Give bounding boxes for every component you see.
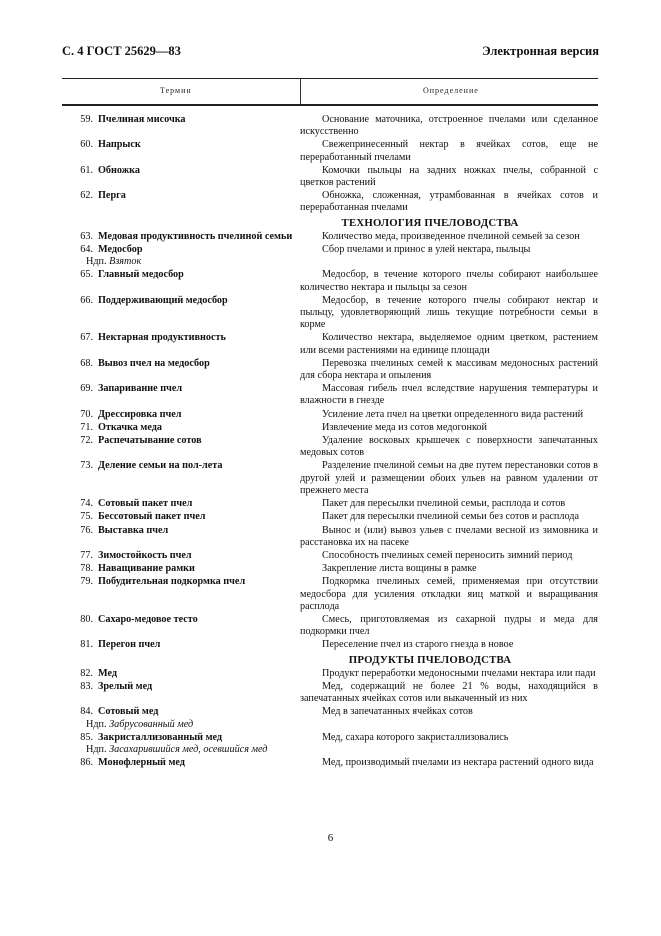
term-number: 75. (80, 511, 93, 523)
term-number: 60. (80, 139, 93, 151)
column-header-definition: Определение (423, 86, 479, 95)
column-divider (300, 79, 301, 104)
definition-cell (300, 114, 598, 138)
term-name: Главный медосбор (98, 269, 184, 281)
table-header-rule (62, 104, 598, 106)
deprecated-label: Ндп. (86, 743, 107, 755)
term-number: 84. (80, 706, 93, 718)
term-cell (62, 358, 300, 382)
table-top-rule (62, 78, 598, 79)
term-cell (62, 668, 300, 680)
deprecated-term-text: Забрусованный мед (109, 718, 194, 730)
term-row (62, 706, 598, 730)
term-name: Дрессировка пчел (98, 408, 182, 420)
term-cell (62, 511, 300, 523)
definition-cell (300, 190, 598, 214)
definition-text: Перевозка пчелиных семей к массивам медоносных растений для сбора нектара и опыления (300, 357, 598, 382)
term-name: Наващивание рамки (98, 563, 195, 575)
term-row (62, 332, 598, 356)
definition-text: Разделение пчелиной семьи на две путем перестановки сотов в другой улей и размещении обоих ульев на равном удалении от прежнего места (300, 460, 598, 496)
term-number: 73. (80, 460, 93, 472)
term-cell (62, 525, 300, 549)
definition-text: Мед в запечатанных ячейках сотов (322, 706, 473, 718)
term-number: 80. (80, 613, 93, 625)
term-number: 66. (80, 294, 93, 306)
deprecated-term (62, 256, 300, 268)
term-cell (62, 244, 300, 268)
term-row (62, 757, 598, 769)
term-number: 76. (80, 524, 93, 536)
term-row (62, 422, 598, 434)
term-row (62, 269, 598, 293)
term-name: Обножка (98, 164, 140, 176)
definition-cell (300, 732, 598, 756)
definition-text: Количество нектара, выделяемое одним цветком, растением или всеми растениями на единице площади (300, 332, 598, 356)
term-name: Откачка меда (98, 421, 163, 433)
term-row (62, 114, 598, 138)
term-row (62, 409, 598, 421)
term-number: 86. (80, 757, 93, 769)
term-cell (62, 139, 300, 163)
definition-text: Медосбор, в течение которого пчелы собирают нектар и пыльцу, удовлетворяющий лишь текущие потребности семьи в корме (300, 294, 598, 331)
term-name: Пчелиная мисочка (98, 114, 186, 125)
definition-cell (300, 231, 598, 243)
term-row (62, 639, 598, 651)
term-cell (62, 435, 300, 459)
deprecated-label: Ндп. (86, 256, 107, 268)
definition-cell (300, 435, 598, 459)
definition-cell (300, 614, 598, 638)
definition-cell (300, 681, 598, 705)
term-number: 64. (80, 244, 93, 256)
term-name: Мед (98, 667, 118, 679)
definition-text: Извлечение меда из сотов медогонкой (322, 421, 487, 433)
term-cell (62, 332, 300, 356)
deprecated-term (62, 719, 300, 731)
term-cell (62, 614, 300, 638)
term-cell (62, 165, 300, 189)
term-row (62, 525, 598, 549)
definition-text: Сбор пчелами и принос в улей нектара, пыльцы (322, 244, 531, 256)
definition-text: Мед, производимый пчелами из нектара растений одного вида (322, 757, 594, 769)
term-row (62, 563, 598, 575)
term-cell (62, 295, 300, 332)
term-row (62, 383, 598, 407)
term-row (62, 460, 598, 497)
term-number: 71. (80, 421, 93, 433)
term-number: 63. (80, 230, 93, 242)
term-row (62, 550, 598, 562)
definition-text: Смесь, приготовляемая из сахарной пудры и меда для подкормки пчел (300, 613, 598, 638)
term-row (62, 139, 598, 163)
term-row (62, 435, 598, 459)
term-number: 67. (80, 332, 93, 344)
term-row (62, 614, 598, 638)
term-cell (62, 639, 300, 651)
term-number: 77. (80, 549, 93, 561)
definition-text: Медосбор, в течение которого пчелы собирают наибольшее количество нектара и пыльцы за сезон (300, 269, 598, 293)
definition-cell (300, 576, 598, 613)
term-number: 59. (80, 114, 93, 125)
definition-cell (300, 139, 598, 163)
definition-text: Усиление лета пчел на цветки определенного вида растений (322, 408, 584, 420)
term-cell (62, 269, 300, 293)
definition-text: Удаление восковых крышечек с поверхности запечатанных медовых сотов (300, 435, 598, 459)
term-cell (62, 231, 300, 243)
definition-cell (300, 244, 598, 268)
term-cell (62, 114, 300, 138)
term-cell (62, 681, 300, 705)
definition-cell (300, 422, 598, 434)
term-number: 70. (80, 408, 93, 420)
term-name: Сотовый пакет пчел (98, 498, 193, 510)
definition-cell (300, 358, 598, 382)
page-number: 6 (327, 832, 334, 844)
term-number: 69. (80, 383, 93, 395)
definition-cell (300, 757, 598, 769)
term-number: 78. (80, 563, 93, 575)
term-number: 68. (80, 357, 93, 369)
definition-text: Количество меда, произведенное пчелиной семьей за сезон (322, 230, 580, 242)
definition-text: Основание маточника, отстроенное пчелами или сделанное искусственно (300, 114, 598, 138)
term-row (62, 165, 598, 189)
deprecated-term-text: Взяток (109, 256, 142, 268)
term-row (62, 668, 598, 680)
term-row (62, 190, 598, 214)
definition-text: Комочки пыльцы на задних ножках пчелы, собранной с цветков растений (300, 164, 598, 189)
definition-text: Свежепринесенный нектар в ячейках сотов, еще не переработанный пчелами (300, 139, 598, 163)
term-row (62, 681, 598, 705)
definition-cell (300, 332, 598, 356)
column-header-term: Термин (160, 86, 192, 95)
term-name: Вывоз пчел на медосбор (98, 357, 210, 369)
term-number: 79. (80, 576, 93, 588)
term-cell (62, 383, 300, 407)
term-cell (62, 498, 300, 510)
definition-cell (300, 409, 598, 421)
term-cell (62, 732, 300, 756)
definition-text: Подкормка пчелиных семей, применяемая при отсутствии медосбора для усиления откладки яиц маткой и выращивания расплода (300, 576, 598, 612)
term-name: Нектарная продуктивность (98, 332, 226, 344)
definition-text: Способность пчелиных семей переносить зимний период (322, 549, 573, 561)
term-name: Зрелый мед (98, 680, 153, 692)
deprecated-term (62, 744, 300, 756)
term-name: Сотовый мед (98, 706, 159, 718)
terms-table-body (62, 114, 598, 770)
term-cell (62, 706, 300, 730)
definition-cell (300, 295, 598, 332)
section-heading: ПРОДУКТЫ ПЧЕЛОВОДСТВА (348, 653, 512, 666)
term-cell (62, 757, 300, 769)
term-cell (62, 422, 300, 434)
term-cell (62, 409, 300, 421)
definition-cell (300, 460, 598, 497)
deprecated-term-text: Засахарившийся мед, осевшийся мед (109, 743, 268, 755)
term-row (62, 244, 598, 268)
term-row (62, 498, 598, 510)
term-name: Перга (98, 190, 126, 202)
definition-cell (300, 563, 598, 575)
definition-cell (300, 525, 598, 549)
electronic-version-label: Электронная версия (482, 44, 599, 58)
term-number: 83. (80, 680, 93, 692)
definition-text: Мед, содержащий не более 21 % воды, находящийся в запечатанных ячейках сотов или выкаченный из них (300, 680, 598, 705)
definition-cell (300, 383, 598, 407)
term-number: 74. (80, 498, 93, 510)
definition-cell (300, 550, 598, 562)
term-name: Запаривание пчел (98, 383, 183, 395)
term-cell (62, 563, 300, 575)
term-number: 61. (80, 164, 93, 176)
definition-cell (300, 269, 598, 293)
definition-cell (300, 668, 598, 680)
term-cell (62, 460, 300, 497)
term-number: 62. (80, 190, 93, 202)
term-row (62, 295, 598, 332)
definition-text: Массовая гибель пчел вследствие нарушения температуры и влажности в гнезде (300, 383, 598, 407)
definition-text: Обножка, сложенная, утрамбованная в ячейках сотов и переработанная пчелами (300, 190, 598, 214)
deprecated-label: Ндп. (86, 718, 107, 730)
term-cell (62, 190, 300, 214)
definition-text: Пакет для пересылки пчелиной семьи без сотов и расплода (322, 511, 579, 523)
term-row (62, 576, 598, 613)
term-name: Выставка пчел (98, 524, 169, 536)
definition-text: Продукт переработки медоносными пчелами нектара или пади (322, 667, 596, 679)
term-cell (62, 550, 300, 562)
term-name: Медовая продуктивность пчелиной семьи (98, 230, 293, 242)
definition-cell (300, 639, 598, 651)
term-name: Сахаро-медовое тесто (98, 613, 198, 625)
term-number: 72. (80, 435, 93, 447)
definition-text: Пакет для пересылки пчелиной семьи, расплода и сотов (322, 498, 566, 510)
definition-cell (300, 498, 598, 510)
document-header-title: С. 4 ГОСТ 25629—83 (62, 44, 181, 58)
term-cell (62, 576, 300, 613)
term-name: Перегон пчел (98, 639, 161, 651)
term-name: Медосбор (98, 244, 143, 256)
term-name: Напрыск (98, 139, 141, 151)
definition-text: Мед, сахара которого закристаллизовались (322, 731, 509, 743)
term-name: Закристаллизованный мед (98, 731, 223, 743)
definition-cell (300, 511, 598, 523)
definition-cell (300, 165, 598, 189)
term-name: Деление семьи на пол-лета (98, 460, 223, 472)
term-name: Распечатывание сотов (98, 435, 202, 447)
term-name: Бессотовый пакет пчел (98, 511, 206, 523)
term-row (62, 231, 598, 243)
term-row (62, 511, 598, 523)
definition-text: Переселение пчел из старого гнезда в новое (322, 639, 514, 651)
term-number: 85. (80, 731, 93, 743)
definition-cell (300, 706, 598, 730)
term-name: Побудительная подкормка пчел (98, 576, 246, 588)
term-number: 82. (80, 667, 93, 679)
term-name: Зимостойкость пчел (98, 549, 192, 561)
definition-text: Закрепление листа вощины в рамке (322, 563, 477, 575)
term-name: Поддерживающий медосбор (98, 294, 228, 306)
term-number: 65. (80, 269, 93, 281)
term-name: Монофлерный мед (98, 757, 185, 769)
term-row (62, 358, 598, 382)
section-heading: ТЕХНОЛОГИЯ ПЧЕЛОВОДСТВА (341, 216, 519, 229)
definition-text: Вынос и (или) вывоз ульев с пчелами весной из зимовника и расстановка их на пасеке (300, 524, 598, 548)
term-number: 81. (80, 639, 93, 651)
term-row (62, 732, 598, 756)
